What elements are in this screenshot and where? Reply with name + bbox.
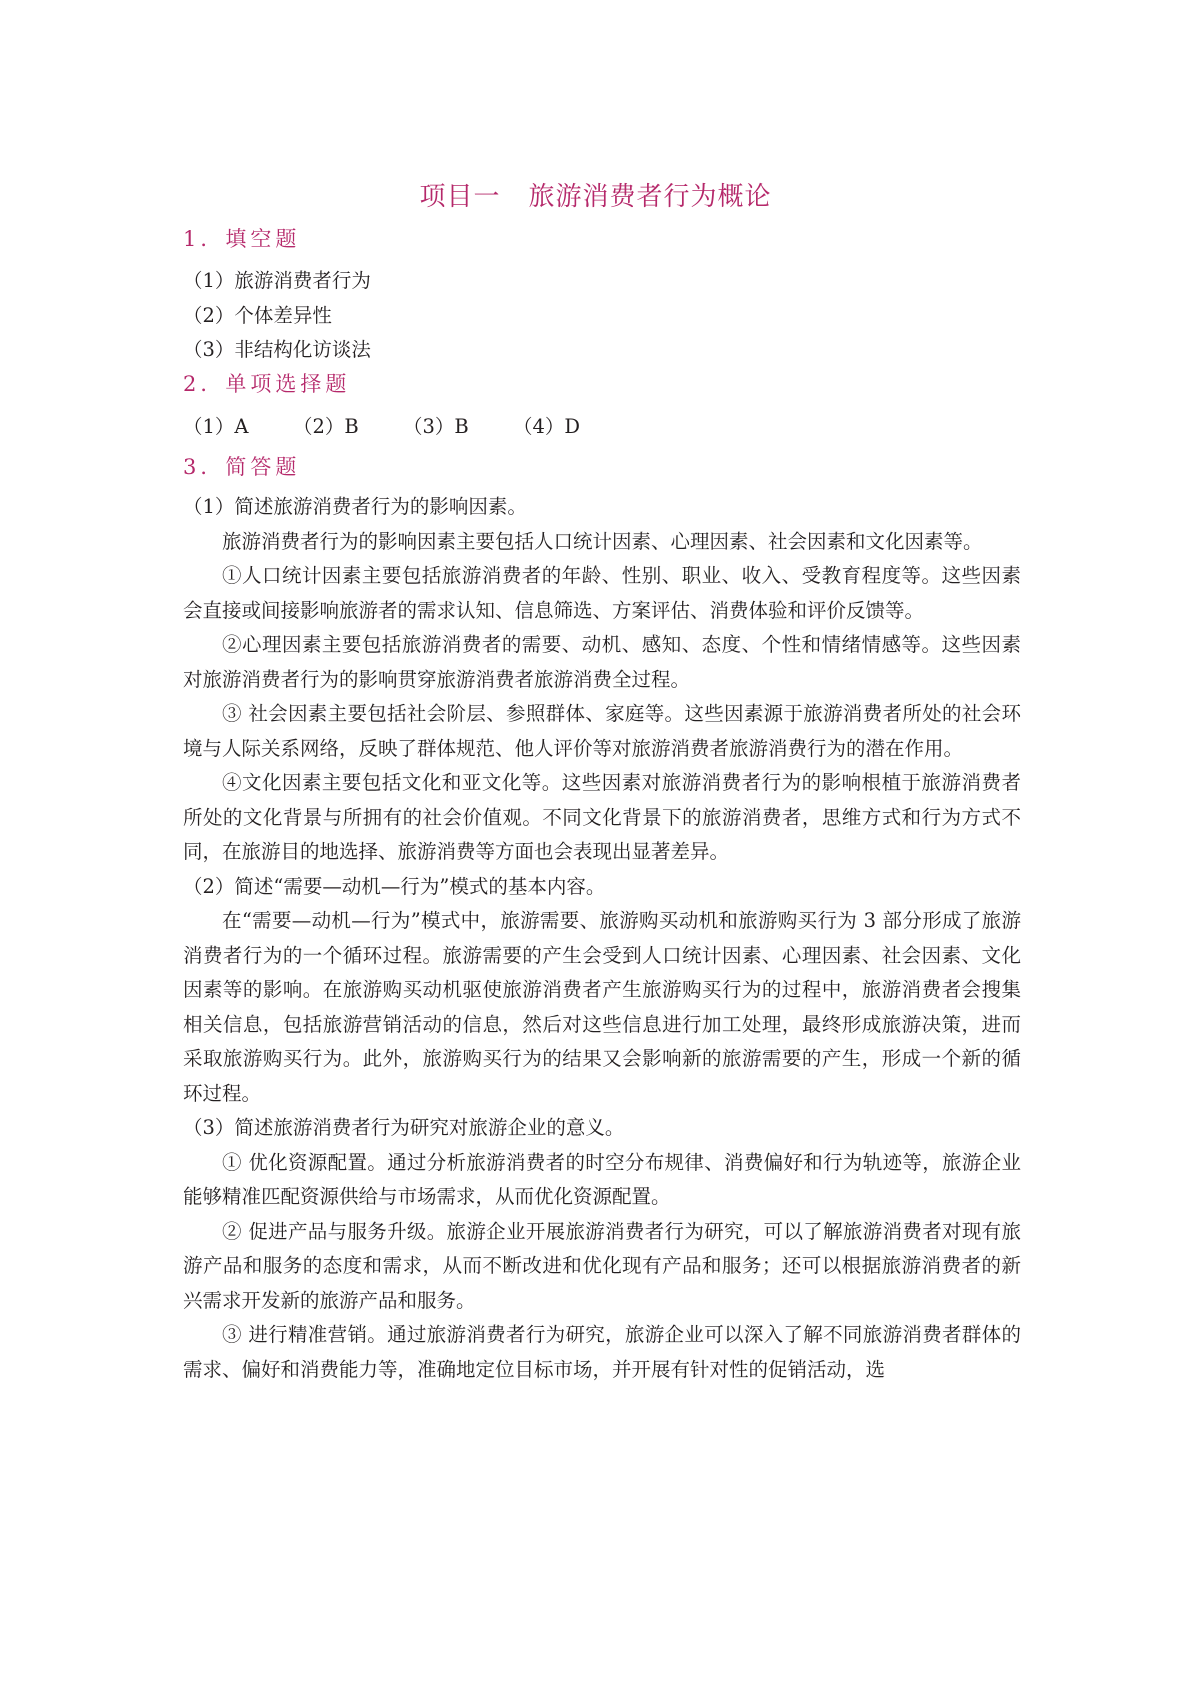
question-1: （1）简述旅游消费者行为的影响因素。 <box>183 495 527 518</box>
question-3: （3）简述旅游消费者行为研究对旅游企业的意义。 <box>183 1116 625 1139</box>
q1-paragraph-1: ①人口统计因素主要包括旅游消费者的年龄、性别、职业、收入、受教育程度等。这些因素会直接或间接影响旅游者的需求认知、信息筛选、方案评估、消费体验和评价反馈等。 <box>183 564 1021 622</box>
q3-paragraph-2: ② 促进产品与服务升级。旅游企业开展旅游消费者行为研究，可以了解旅游消费者对现有旅游产品和服务的态度和需求，从而不断改进和优化现有产品和服务；还可以根据旅游消费者的新兴需求开发新的旅游产品和服务。 <box>183 1219 1021 1312</box>
choice-answer-3: （3）B <box>403 415 469 438</box>
section-heading-single-choice: 2．单项选择题 <box>183 372 351 396</box>
q2-paragraph-1: 在“需要—动机—行为”模式中，旅游需要、旅游购买动机和旅游购买行为 3 部分形成了旅游消费者行为的一个循环过程。旅游需要的产生会受到人口统计因素、心理因素、社会因素、文化因素等的影响。在旅游购买动机驱使旅游消费者产生旅游购买行为的过程中，旅游消费者会搜集相关信息，包括旅游营销活动的信息，然后对这些信息进行加工处理，最终形成旅游决策，进而采取旅游购买行为。此外，旅游购买行为的结果又会影响新的旅游需要的产生，形成一个新的循环过程。 <box>183 909 1021 1105</box>
short-answer-body <box>183 490 1021 1387</box>
choice-answer-2: （2）B <box>293 415 359 438</box>
question-2: （2）简述“需要—动机—行为”模式的基本内容。 <box>183 874 606 898</box>
fill-blank-answer-2: （2）个体差异性 <box>183 303 332 327</box>
answer-section-1 <box>183 222 1021 257</box>
choice-answer-4: （4）D <box>513 415 581 438</box>
answer-section-3 <box>183 450 1021 485</box>
q1-paragraph-2: ②心理因素主要包括旅游消费者的需要、动机、感知、态度、个性和情绪情感等。这些因素对旅游消费者行为的影响贯穿旅游消费者旅游消费全过程。 <box>183 633 1021 691</box>
q3-paragraph-1: ① 优化资源配置。通过分析旅游消费者的时空分布规律、消费偏好和行为轨迹等，旅游企业能够精准匹配资源供给与市场需求，从而优化资源配置。 <box>183 1150 1021 1208</box>
section-heading-short-answer: 3．简答题 <box>183 455 301 479</box>
q3-paragraph-3: ③ 进行精准营销。通过旅游消费者行为研究，旅游企业可以深入了解不同旅游消费者群体的需求、偏好和消费能力等，准确地定位目标市场，并开展有针对性的促销活动，选 <box>183 1323 1021 1381</box>
fill-blank-answer-1: （1）旅游消费者行为 <box>183 269 371 292</box>
title-part1: 项目一 <box>419 182 501 212</box>
q1-intro-paragraph: 旅游消费者行为的影响因素主要包括人口统计因素、心理因素、社会因素和文化因素等。 <box>222 529 983 553</box>
section-heading-fill-blank: 1．填空题 <box>183 227 301 251</box>
q1-paragraph-4: ④文化因素主要包括文化和亚文化等。这些因素对旅游消费者行为的影响根植于旅游消费者所处的文化背景与所拥有的社会价值观。不同文化背景下的旅游消费者，思维方式和行为方式不同，在旅游目的地选择、旅游消费等方面也会表现出显著差异。 <box>183 771 1021 863</box>
title-part2: 旅游消费者行为概论 <box>528 182 772 212</box>
choice-answer-1: （1）A <box>183 415 249 438</box>
page-title <box>0 176 1191 213</box>
fill-blank-answers <box>183 264 1021 368</box>
q1-paragraph-3: ③ 社会因素主要包括社会阶层、参照群体、家庭等。这些因素源于旅游消费者所处的社会环境与人际关系网络，反映了群体规范、他人评价等对旅游消费者旅游消费行为的潜在作用。 <box>183 702 1021 760</box>
answer-section-2 <box>183 367 1021 402</box>
single-choice-answers <box>183 410 1021 445</box>
fill-blank-answer-3: （3）非结构化访谈法 <box>183 338 371 361</box>
